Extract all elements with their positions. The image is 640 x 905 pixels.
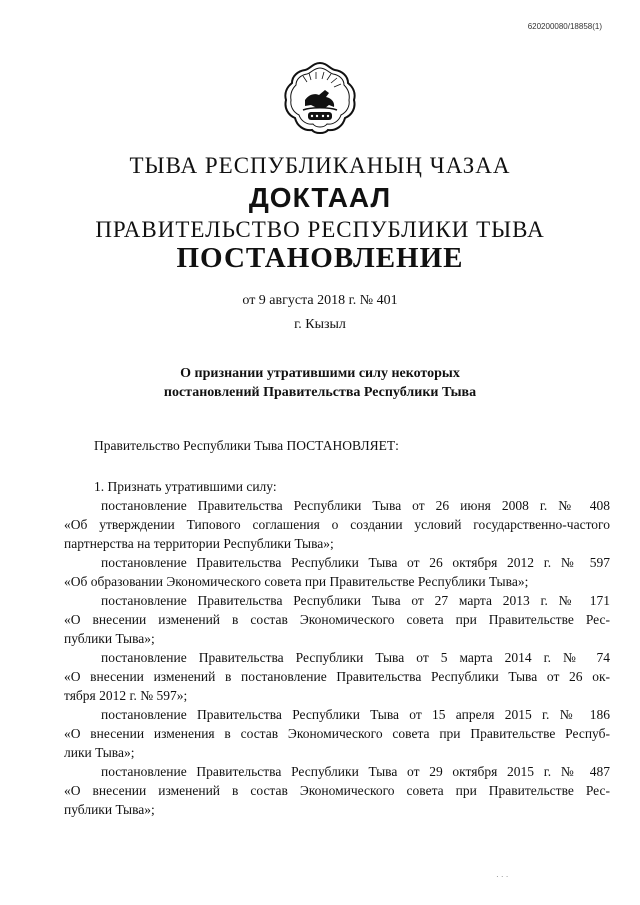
list-item-line: лики Тыва»; [64,745,135,760]
date-and-number: от 9 августа 2018 г. № 401 [242,293,398,308]
list-item [64,648,610,705]
tyva-document-type: ДОКТААЛ [248,182,392,213]
document-id: 620200080/18858(1) [527,22,602,31]
russian-document-type: ПОСТАНОВЛЕНИЕ [176,242,464,274]
list-item [64,496,610,553]
item-1-heading: 1. Признать утратившими силу: [94,479,277,494]
list-item-line: постановление Правительства Республики Тыва от 26 октября 2012 г. № 597 [101,555,610,570]
list-item [64,591,610,648]
title-line: О признании утратившими силу некоторых [180,366,460,381]
russian-government-name: ПРАВИТЕЛЬСТВО РЕСПУБЛИКИ ТЫВА [95,217,545,242]
intro-paragraph: Правительство Республики Тыва ПОСТАНОВЛЯЕТ: [94,438,399,453]
list-item-line: «О внесении изменений в постановление Правительства Республики Тыва от 26 ок- [64,669,610,684]
list-item [64,762,610,819]
list-item-line: постановление Правительства Республики Тыва от 26 июня 2008 г. № 408 [101,498,610,513]
tyva-emblem-icon [281,60,359,138]
list-item-line: постановление Правительства Республики Тыва от 29 октября 2015 г. № 487 [101,764,610,779]
tyva-government-name: ТЫВА РЕСПУБЛИКАНЫҢ ЧАЗАА [129,153,511,178]
document-body [64,436,610,819]
list-item-line: «О внесении изменений в состав Экономического совета при Правительстве Рес- [64,612,610,627]
list-item-line: тября 2012 г. № 597»; [64,688,188,703]
scan-artifact: · · · [496,872,509,881]
list-item-line: «Об образовании Экономического совета при Правительстве Республики Тыва»; [64,574,529,589]
list-item-line: партнерства на территории Республики Тыва»; [64,536,334,551]
list-item-line: постановление Правительства Республики Тыва от 5 марта 2014 г. № 74 [101,650,610,665]
list-item-line: «О внесении изменений в состав Экономического совета при Правительстве Рес- [64,783,610,798]
document-title [0,364,640,402]
list-item-line: публики Тыва»; [64,631,155,646]
list-item-line: публики Тыва»; [64,802,155,817]
list-item [64,553,610,591]
list-item-line: постановление Правительства Республики Тыва от 27 марта 2013 г. № 171 [101,593,610,608]
title-line: постановлений Правительства Республики Тыва [163,385,477,400]
list-item-line: постановление Правительства Республики Тыва от 15 апреля 2015 г. № 186 [101,707,610,722]
list-item-line: «О внесении изменения в состав Экономического совета при Правительстве Респуб- [64,726,610,741]
list-item-line: «Об утверждении Типового соглашения о создании условий государственно-частого [64,517,610,532]
list-item [64,705,610,762]
city: г. Кызыл [294,317,346,332]
